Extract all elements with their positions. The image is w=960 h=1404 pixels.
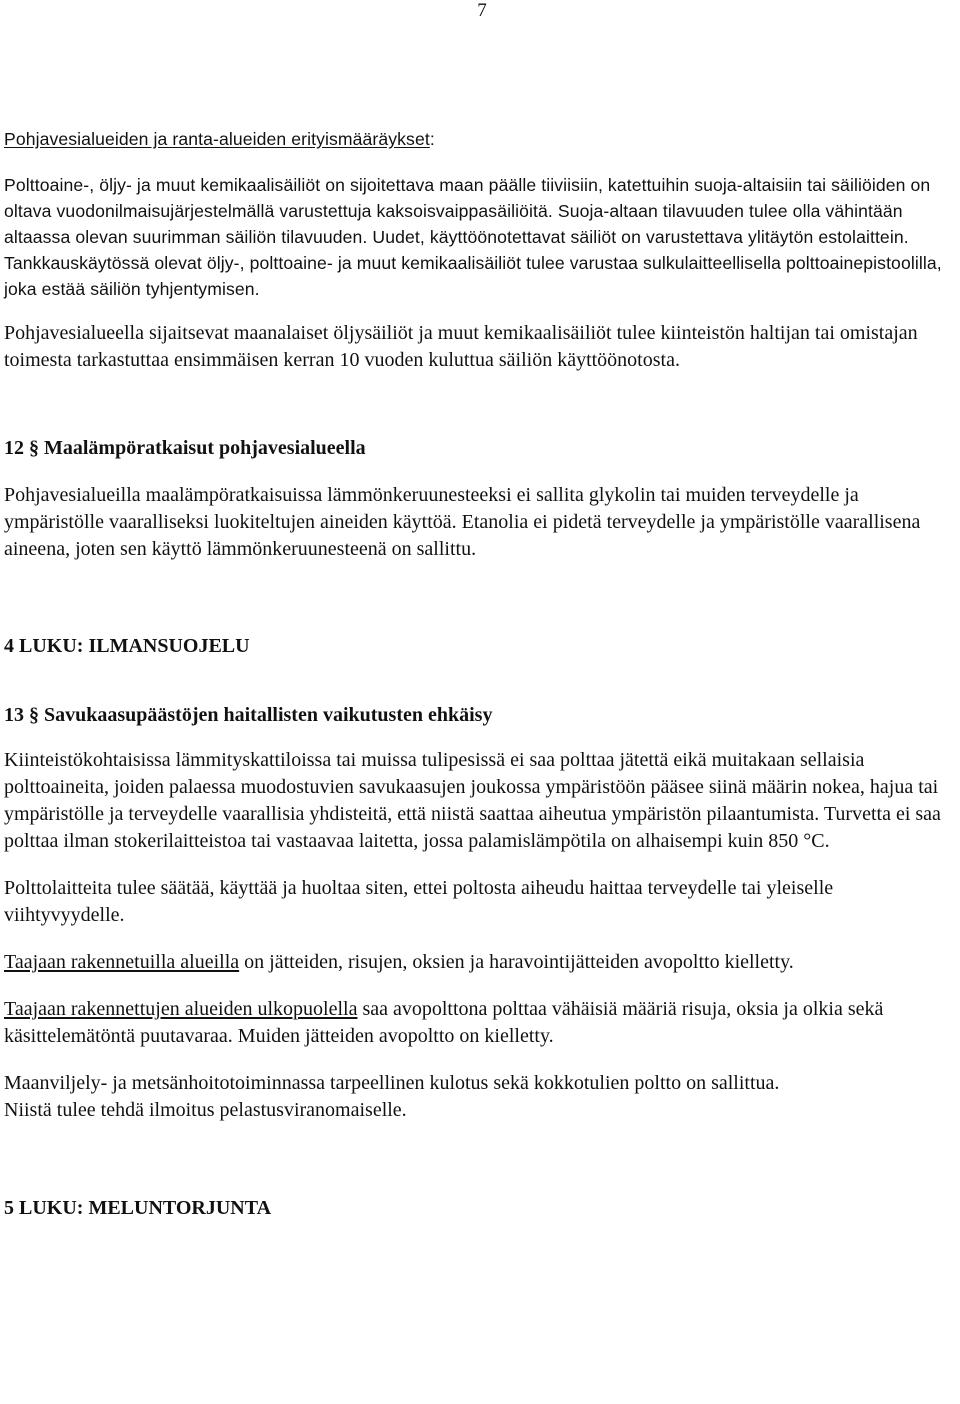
document-body bbox=[4, 126, 956, 1222]
urban-areas-link-text: Taajaan rakennetuilla alueilla bbox=[4, 951, 240, 973]
paragraph-tanks: Polttoaine-, öljy- ja muut kemikaalisäiliöt on sijoitettava maan päälle tiiviisiin, katettuihin suoja-altaisiin tai säiliöiden on oltava vuodonilmaisujärjestelmällä varustettuja kaksoisvaippasäiliöitä. Suoja-altaan tilavuuden tulee olla vähintään altaassa olevan suurimman säiliön tilavuuden. Uudet, käyttöönotettavat säiliöt on varustettava ylitäytön estolaittein. Tankkauskäytössä olevat öljy-, polttoaine- ja muut kemikaalisäiliöt tulee varustaa sulkulaitteellisella polttoainepistoolilla, joka estää säiliön tyhjentymisen. bbox=[4, 175, 942, 299]
section-title-colon: : bbox=[429, 129, 435, 149]
page-number bbox=[0, 0, 960, 22]
paragraph-geothermal: Pohjavesialueilla maalämpöratkaisuissa lämmönkeruunesteeksi ei sallita glykolin tai muiden terveydelle ja ympäristölle vaaralliseksi luokiteltujen aineiden käyttöä. Etanolia ei pidetä terveydelle ja ympäristölle vaarallisena aineena, joten sen käyttö lämmönkeruunesteenä on sallittu. bbox=[4, 484, 921, 560]
section-heading-13 bbox=[4, 702, 956, 729]
section-heading-text: Maalämpöratkaisut pohjavesialueella bbox=[44, 437, 366, 459]
section-number: 13 bbox=[4, 704, 24, 726]
section-title-groundwater bbox=[4, 126, 956, 152]
paragraph-rural-open-burning: Taajaan rakennettujen alueiden ulkopuolella saa avopolttona polttaa vähäisiä määriä risuja, oksia ja olkia sekä käsittelemätöntä puutavaraa. Muiden jätteiden avopoltto on kielletty. bbox=[4, 998, 884, 1047]
section-sign: § bbox=[29, 437, 39, 459]
paragraph-underground-tanks: Pohjavesialueella sijaitsevat maanalaiset öljysäiliöt ja muut kemikaalisäiliöt tulee kiinteistön haltijan tai omistajan toimesta tarkastuttaa ensimmäisen kerran 10 vuoden kuluttua säiliön käyttöönotosta. bbox=[4, 322, 918, 371]
section-number: 12 bbox=[4, 437, 24, 459]
chapter-heading-4: 4 LUKU: ILMANSUOJELU bbox=[4, 635, 250, 657]
section-heading-text: Savukaasupäästöjen haitallisten vaikutusten ehkäisy bbox=[44, 704, 493, 726]
paragraph-burners: Polttolaitteita tulee säätää, käyttää ja huoltaa siten, ettei poltosta aiheudu haittaa terveydelle tai yleiselle viihtyvyydelle. bbox=[4, 877, 834, 926]
paragraph-agriculture-burning: Maanviljely- ja metsänhoitotoiminnassa tarpeellinen kulotus sekä kokkotulien poltto on sallittua. Niistä tulee tehdä ilmoitus pelastusviranomaiselle. bbox=[4, 1072, 780, 1121]
section-title-text: Pohjavesialueiden ja ranta-alueiden erityismääräykset bbox=[4, 129, 430, 149]
paragraph-flue-gas: Kiinteistökohtaisissa lämmityskattiloissa tai muissa tulipesissä ei saa polttaa jätettä eikä muitakaan sellaisia polttoaineita, joiden palaessa muodostuvien savukaasujen joukossa ympäristöön pääsee siinä määrin nokea, hajua tai ympäristölle ja terveydelle vaarallisia yhdisteitä, että niistä saattaa aiheutua ympäristön pilaantumista. Turvetta ei saa polttaa ilman stokerilaitteistoa tai vastaavaa laitetta, jossa palamislämpötila on alhaisempi kuin 850 °C. bbox=[4, 749, 941, 852]
paragraph-urban-open-burning: Taajaan rakennetuilla alueilla on jätteiden, risujen, oksien ja haravointijätteiden avopoltto kielletty. bbox=[4, 951, 794, 973]
chapter-heading-5: 5 LUKU: MELUNTORJUNTA bbox=[4, 1197, 272, 1219]
section-heading-12 bbox=[4, 435, 956, 462]
rural-areas-link-text: Taajaan rakennettujen alueiden ulkopuolella bbox=[4, 998, 358, 1020]
section-sign: § bbox=[29, 704, 39, 726]
page-number-text: 7 bbox=[477, 0, 487, 21]
